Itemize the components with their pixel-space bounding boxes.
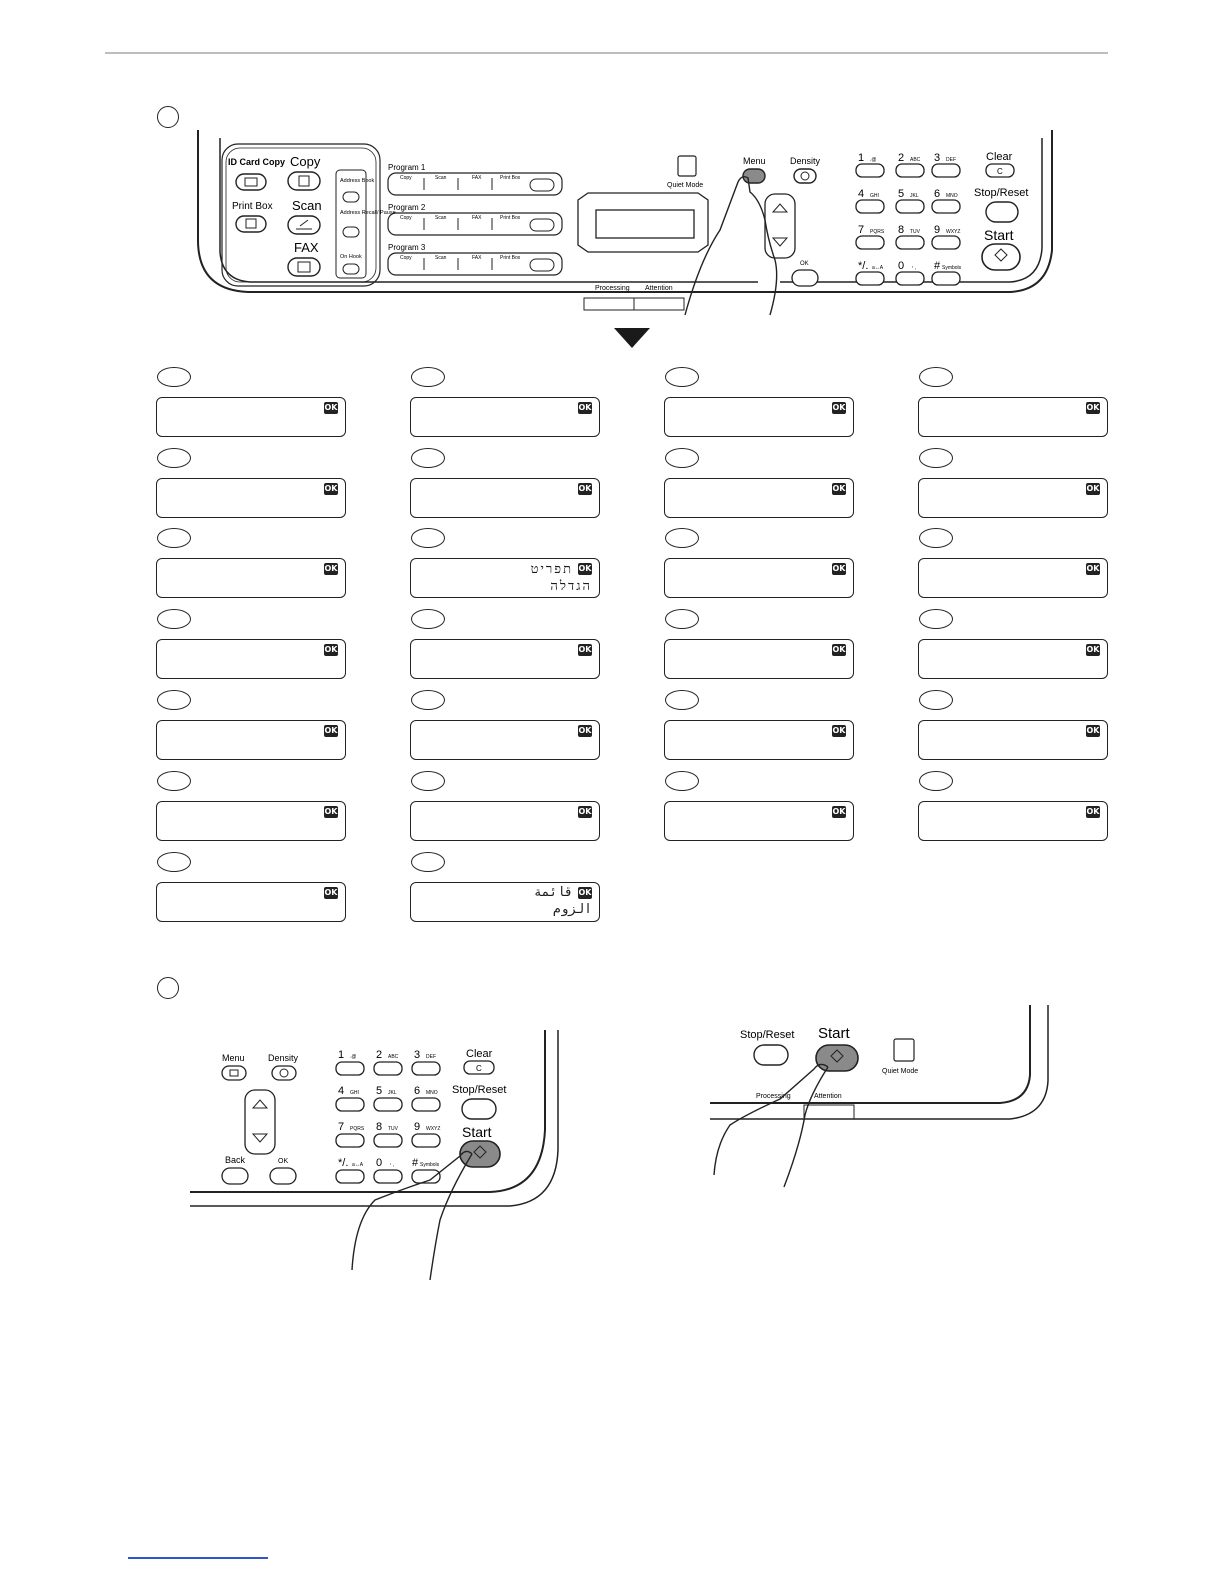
keypad-digit: 0 xyxy=(898,260,905,272)
language-marker xyxy=(665,367,699,387)
svg-text:Scan: Scan xyxy=(435,215,447,221)
id-card-copy-button[interactable] xyxy=(236,174,266,190)
stop-reset-button[interactable] xyxy=(462,1099,496,1119)
hand-pointer-illustration xyxy=(685,177,777,315)
key-9[interactable] xyxy=(932,236,960,249)
lcd-screen xyxy=(918,720,1108,760)
ok-icon: OK xyxy=(832,726,846,735)
start-button-pressed[interactable] xyxy=(816,1045,858,1071)
language-marker xyxy=(411,609,445,629)
footer-link-underline xyxy=(128,1557,268,1559)
stop-reset-button[interactable] xyxy=(986,202,1018,222)
svg-text:MNO: MNO xyxy=(426,1090,438,1096)
keypad-digit: 6 xyxy=(414,1085,421,1097)
key-8[interactable] xyxy=(896,236,924,249)
lcd-screen xyxy=(918,558,1108,598)
lcd-screen xyxy=(410,720,600,760)
svg-text:Program 3: Program 3 xyxy=(388,243,426,252)
language-marker xyxy=(157,690,191,710)
address-recall-button[interactable] xyxy=(343,227,359,237)
language-marker xyxy=(157,771,191,791)
svg-text:Print Box: Print Box xyxy=(500,175,521,181)
ok-icon: OK xyxy=(1086,403,1100,412)
language-marker xyxy=(157,448,191,468)
language-marker xyxy=(157,528,191,548)
key-6[interactable] xyxy=(932,200,960,213)
lcd-screen xyxy=(156,558,346,598)
program-3-group xyxy=(388,243,562,275)
language-marker xyxy=(919,528,953,548)
keypad-digit: 1 xyxy=(338,1049,345,1061)
address-book-button[interactable] xyxy=(343,192,359,202)
key-1[interactable] xyxy=(336,1062,364,1075)
program-1-button[interactable] xyxy=(530,179,554,191)
address-book-label: Address Book xyxy=(340,178,375,184)
clear-key-glyph: C xyxy=(997,167,1003,176)
lcd-screen xyxy=(410,801,600,841)
svg-text:DEF: DEF xyxy=(426,1054,436,1060)
svg-text:GHI: GHI xyxy=(870,193,879,199)
partial-control-panel-right xyxy=(710,1005,1055,1195)
keypad-digit: 3 xyxy=(934,152,941,164)
menu-button[interactable] xyxy=(222,1066,246,1080)
language-marker xyxy=(411,367,445,387)
lcd-screen-arabic xyxy=(410,882,600,922)
density-label: Density xyxy=(268,1053,299,1063)
lcd-line-1: תפריט xyxy=(530,562,573,577)
numeric-keypad xyxy=(856,152,962,285)
language-marker xyxy=(665,609,699,629)
keypad-digit: 8 xyxy=(898,224,905,236)
svg-text:a↔A: a↔A xyxy=(352,1162,364,1168)
keypad-digit: 6 xyxy=(934,188,941,200)
keypad-digit: 5 xyxy=(898,188,905,200)
key-2[interactable] xyxy=(896,164,924,177)
svg-text:MNO: MNO xyxy=(946,193,958,199)
density-button[interactable] xyxy=(794,169,816,183)
start-label: Start xyxy=(818,1025,850,1042)
keypad-digit: */. xyxy=(338,1157,349,1169)
ok-icon: OK xyxy=(1086,726,1100,735)
language-marker xyxy=(665,528,699,548)
keypad-digit: */. xyxy=(858,260,869,272)
back-label: Back xyxy=(225,1155,246,1165)
lcd-screen xyxy=(918,478,1108,518)
keypad-digit: # xyxy=(412,1157,419,1169)
lcd-screen-hebrew xyxy=(410,558,600,598)
panel-lcd-display xyxy=(596,210,694,238)
quiet-mode-button[interactable] xyxy=(894,1039,914,1061)
ok-icon: OK xyxy=(324,888,338,897)
language-marker xyxy=(919,448,953,468)
menu-button-pressed[interactable] xyxy=(743,169,765,183)
print-box-label: Print Box xyxy=(232,201,273,212)
keypad-digit: 7 xyxy=(338,1121,345,1133)
lcd-screen xyxy=(410,478,600,518)
svg-text:Copy: Copy xyxy=(400,215,412,221)
lcd-screen xyxy=(156,639,346,679)
ok-key-label: OK xyxy=(278,1158,289,1165)
lcd-screen xyxy=(664,639,854,679)
key-0[interactable] xyxy=(374,1170,402,1183)
ok-icon: OK xyxy=(578,484,592,493)
svg-text:Scan: Scan xyxy=(435,255,447,261)
svg-text:Program 1: Program 1 xyxy=(388,163,426,172)
svg-text:・,: ・, xyxy=(388,1162,395,1168)
ok-icon: OK xyxy=(324,403,338,412)
svg-text:JKL: JKL xyxy=(910,193,919,199)
language-marker xyxy=(411,690,445,710)
density-button[interactable] xyxy=(272,1066,296,1080)
language-marker xyxy=(919,609,953,629)
key-star[interactable] xyxy=(336,1170,364,1183)
address-recall-label: Address Recall/ Pause xyxy=(340,210,396,216)
key-1[interactable] xyxy=(856,164,884,177)
fax-button[interactable] xyxy=(288,258,320,276)
language-marker xyxy=(919,690,953,710)
keypad-digit: 7 xyxy=(858,224,865,236)
svg-text:Copy: Copy xyxy=(400,255,412,261)
down-arrow-icon xyxy=(614,328,650,348)
fax-label: FAX xyxy=(294,240,319,255)
svg-text:TUV: TUV xyxy=(388,1126,398,1132)
ok-icon: OK xyxy=(324,484,338,493)
scan-label: Scan xyxy=(292,198,322,213)
svg-text:Symbols: Symbols xyxy=(420,1162,440,1168)
processing-label: Processing xyxy=(595,285,630,292)
lcd-screen xyxy=(664,801,854,841)
stop-reset-label: Stop/Reset xyxy=(452,1084,507,1096)
key-8[interactable] xyxy=(374,1134,402,1147)
up-down-arrow-keys[interactable] xyxy=(765,194,795,258)
ok-icon: OK xyxy=(832,484,846,493)
back-button[interactable] xyxy=(222,1168,248,1184)
ok-key-label: OK xyxy=(800,261,809,267)
ok-icon: OK xyxy=(832,564,846,573)
svg-text:FAX: FAX xyxy=(472,215,482,221)
svg-text:Program 2: Program 2 xyxy=(388,203,426,212)
full-control-panel xyxy=(190,130,1070,325)
key-star[interactable] xyxy=(856,272,884,285)
ok-icon: OK xyxy=(578,564,592,573)
attention-label: Attention xyxy=(814,1093,842,1100)
stop-reset-button[interactable] xyxy=(754,1045,788,1065)
id-card-copy-label: ID Card Copy xyxy=(228,157,286,167)
lcd-screen xyxy=(156,801,346,841)
ok-icon: OK xyxy=(578,726,592,735)
on-hook-button[interactable] xyxy=(343,264,359,274)
ok-icon: OK xyxy=(578,645,592,654)
language-marker xyxy=(919,367,953,387)
quiet-mode-label: Quiet Mode xyxy=(882,1068,919,1075)
copy-label: Copy xyxy=(290,154,321,169)
lcd-screen xyxy=(410,639,600,679)
start-label: Start xyxy=(984,227,1014,243)
lcd-screen xyxy=(664,558,854,598)
key-5[interactable] xyxy=(374,1098,402,1111)
key-5[interactable] xyxy=(896,200,924,213)
quiet-mode-label: Quiet Mode xyxy=(667,182,704,189)
step-2-marker xyxy=(157,977,179,999)
ok-icon: OK xyxy=(324,645,338,654)
attention-label: Attention xyxy=(645,285,673,292)
language-marker xyxy=(157,367,191,387)
keypad-digit: 4 xyxy=(338,1085,345,1097)
language-marker xyxy=(157,852,191,872)
svg-text:・,: ・, xyxy=(910,265,917,271)
svg-text:FAX: FAX xyxy=(472,175,482,181)
hand-pointer-illustration xyxy=(352,1151,472,1280)
key-7[interactable] xyxy=(336,1134,364,1147)
menu-label: Menu xyxy=(222,1053,245,1063)
lcd-line-2: הגדלה xyxy=(550,579,592,594)
lcd-screen xyxy=(410,397,600,437)
menu-label: Menu xyxy=(743,156,766,166)
lcd-screen xyxy=(156,882,346,922)
partial-control-panel-left xyxy=(190,1030,560,1285)
svg-text:Symbols: Symbols xyxy=(942,265,962,271)
language-marker xyxy=(665,448,699,468)
svg-text:Copy: Copy xyxy=(400,175,412,181)
lcd-screen xyxy=(918,801,1108,841)
scan-button[interactable] xyxy=(288,216,320,234)
lcd-screen xyxy=(664,397,854,437)
ok-icon: OK xyxy=(832,807,846,816)
ok-icon: OK xyxy=(1086,645,1100,654)
keypad-digit: 4 xyxy=(858,188,865,200)
svg-text:PQRS: PQRS xyxy=(870,229,885,235)
key-3[interactable] xyxy=(412,1062,440,1075)
language-marker xyxy=(411,448,445,468)
svg-text:Print Box: Print Box xyxy=(500,255,521,261)
quiet-mode-button[interactable] xyxy=(678,156,696,176)
copy-button[interactable] xyxy=(288,172,320,190)
lcd-screen xyxy=(918,397,1108,437)
stop-reset-label: Stop/Reset xyxy=(740,1029,795,1041)
program-1-group xyxy=(388,163,562,195)
svg-text:TUV: TUV xyxy=(910,229,920,235)
key-2[interactable] xyxy=(374,1062,402,1075)
svg-text:ABC: ABC xyxy=(388,1054,399,1060)
svg-text:GHI: GHI xyxy=(350,1090,359,1096)
language-marker xyxy=(411,771,445,791)
svg-text:PQRS: PQRS xyxy=(350,1126,365,1132)
key-7[interactable] xyxy=(856,236,884,249)
keypad-digit: 3 xyxy=(414,1049,421,1061)
language-marker xyxy=(157,609,191,629)
language-marker xyxy=(665,771,699,791)
stop-reset-label: Stop/Reset xyxy=(974,187,1029,199)
lcd-screen xyxy=(918,639,1108,679)
key-9[interactable] xyxy=(412,1134,440,1147)
key-3[interactable] xyxy=(932,164,960,177)
ok-icon: OK xyxy=(578,403,592,412)
clear-label: Clear xyxy=(986,151,1013,163)
lcd-screen xyxy=(156,720,346,760)
keypad-digit: 9 xyxy=(934,224,941,236)
svg-text:.@: .@ xyxy=(870,157,877,163)
keypad-digit: 2 xyxy=(376,1049,383,1061)
svg-text:DEF: DEF xyxy=(946,157,956,163)
top-rule xyxy=(105,52,1108,54)
ok-icon: OK xyxy=(1086,564,1100,573)
key-4[interactable] xyxy=(856,200,884,213)
key-0[interactable] xyxy=(896,272,924,285)
language-marker xyxy=(411,528,445,548)
key-4[interactable] xyxy=(336,1098,364,1111)
svg-text:WXYZ: WXYZ xyxy=(946,229,961,235)
svg-text:WXYZ: WXYZ xyxy=(426,1126,441,1132)
ok-icon: OK xyxy=(578,888,592,897)
program-2-button[interactable] xyxy=(530,219,554,231)
ok-icon: OK xyxy=(324,726,338,735)
key-hash[interactable] xyxy=(932,272,960,285)
lcd-line-2: الزوم xyxy=(552,902,592,917)
keypad-digit: 9 xyxy=(414,1121,421,1133)
svg-text:Print Box: Print Box xyxy=(500,215,521,221)
program-2-group xyxy=(388,203,562,235)
density-label: Density xyxy=(790,156,821,166)
keypad-digit: 1 xyxy=(858,152,865,164)
processing-label: Processing xyxy=(756,1093,791,1100)
ok-icon: OK xyxy=(832,645,846,654)
ok-enter-button[interactable] xyxy=(792,270,818,286)
ok-enter-button[interactable] xyxy=(270,1168,296,1184)
ok-icon: OK xyxy=(578,807,592,816)
ok-icon: OK xyxy=(1086,807,1100,816)
ok-icon: OK xyxy=(324,564,338,573)
svg-text:a↔A: a↔A xyxy=(872,265,884,271)
keypad-digit: 8 xyxy=(376,1121,383,1133)
language-marker xyxy=(411,852,445,872)
svg-text:ABC: ABC xyxy=(910,157,921,163)
print-box-button[interactable] xyxy=(236,216,266,232)
svg-text:FAX: FAX xyxy=(472,255,482,261)
keypad-digit: # xyxy=(934,260,941,272)
key-6[interactable] xyxy=(412,1098,440,1111)
ok-icon: OK xyxy=(832,403,846,412)
svg-text:JKL: JKL xyxy=(388,1090,397,1096)
keypad-digit: 5 xyxy=(376,1085,383,1097)
language-marker xyxy=(665,690,699,710)
lcd-screen xyxy=(664,720,854,760)
clear-label: Clear xyxy=(466,1048,493,1060)
hand-pointer-illustration xyxy=(714,1064,828,1187)
ok-icon: OK xyxy=(324,807,338,816)
on-hook-label: On Hook xyxy=(340,254,362,260)
language-marker xyxy=(919,771,953,791)
step-1-marker xyxy=(157,106,179,128)
lcd-line-1: قائمة xyxy=(533,885,573,900)
keypad-digit: 2 xyxy=(898,152,905,164)
lcd-screen xyxy=(664,478,854,518)
clear-key-glyph: C xyxy=(476,1064,482,1073)
up-down-arrow-keys[interactable] xyxy=(245,1090,275,1154)
lcd-screen xyxy=(156,397,346,437)
keypad-digit: 0 xyxy=(376,1157,383,1169)
svg-text:.@: .@ xyxy=(350,1054,357,1060)
program-3-button[interactable] xyxy=(530,259,554,271)
ok-icon: OK xyxy=(1086,484,1100,493)
lcd-screen xyxy=(156,478,346,518)
svg-text:Scan: Scan xyxy=(435,175,447,181)
start-button[interactable] xyxy=(982,244,1020,270)
start-label: Start xyxy=(462,1124,492,1140)
